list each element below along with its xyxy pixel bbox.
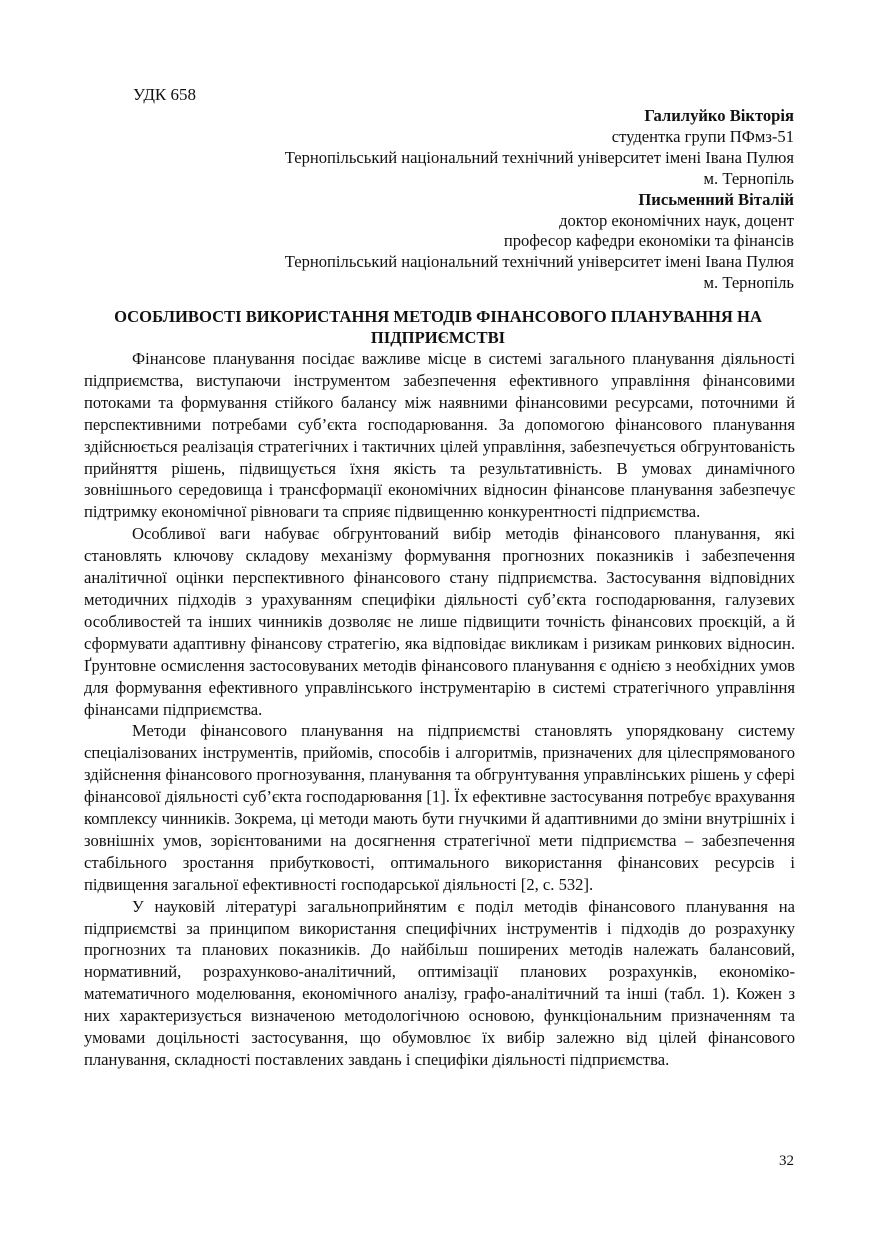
author-affiliation-line: доктор економічних наук, доцент [559, 210, 794, 230]
body-paragraph: Особливої ваги набуває обгрунтований вибір методів фінансового планування, які становлять ключову складову механізму формування прогнозних показників і забезпечення аналітичної оцінки перспективного фінансового стану підприємства. Застосування відповідних методичних підходів з урахуванням специфіки діяльності суб’єкта господарювання, галузевих особливостей та інших чинників дозволяє не лише підвищити точність фінансових проєкцій, а й сформувати адаптивну фінансову стратегію, яка відповідає викликам і ризикам ринкових відносин. Ґрунтовне осмислення застосовуваних методів фінансового планування є однією з необхідних умов для формування ефективного управлінського інструментарію в системі стратегічного управління фінансами підприємства. [84, 524, 795, 719]
article-title-line: ПІДПРИЄМСТВІ [370, 327, 506, 347]
author-affiliation-line: м. Тернопіль [703, 168, 794, 188]
article-title [82, 307, 794, 348]
page-number: 32 [779, 1153, 794, 1169]
author-affiliation-line: Тернопільський національний технічний університет імені Івана Пулюя [284, 147, 794, 167]
author-name: Галилуйко Вікторія [644, 106, 794, 125]
author-block [150, 106, 794, 294]
author-affiliation-line: м. Тернопіль [703, 273, 794, 293]
article-title-line: ОСОБЛИВОСТІ ВИКОРИСТАННЯ МЕТОДІВ ФІНАНСОВОГО ПЛАНУВАННЯ НА [114, 307, 762, 326]
body-paragraph: У науковій літературі загальноприйнятим є поділ методів фінансового планування на підприємстві за принципом використання специфічних інструментів і підходів до розрахунку прогнозних та планових показників. До найбільш поширених методів належать балансовий, нормативний, розрахунково-аналітичний, оптимізації планових розрахунків, економіко-математичного моделювання, економічного аналізу, графо-аналітичний та інші (табл. 1). Кожен з них характеризується визначеною методологічною основою, функціональним призначенням та умовами доцільності застосування, що обумовлює їх вибір залежно від цілей фінансового планування, складності поставлених завдань і специфіки діяльності підприємства. [84, 896, 795, 1069]
body-paragraph: Методи фінансового планування на підприємстві становлять упорядковану систему спеціалізованих інструментів, прийомів, способів і алгоритмів, призначених для цілеспрямованого здійснення фінансового прогнозування, планування та обгрунтування управлінських рішень у сфері фінансової діяльності суб’єкта господарювання [1]. Їх ефективне застосування потребує врахування комплексу чинників. Зокрема, ці методи мають бути гнучкими й адаптивними до зміни внутрішніх і зовнішніх умов, зорієнтованими на досягнення стратегічної мети підприємства – забезпечення стабільного зростання прибутковості, оптимального використання фінансових ресурсів і підвищення загальної ефективності господарської діяльності [2, с. 532]. [84, 721, 795, 894]
udk-code: УДК 658 [133, 85, 197, 104]
author-affiliation-line: Тернопільський національний технічний університет імені Івана Пулюя [284, 252, 794, 272]
author-affiliation-line: професор кафедри економіки та фінансів [503, 231, 794, 251]
body-paragraph: Фінансове планування посідає важливе місце в системі загального планування діяльності підприємства, виступаючи інструментом забезпечення ефективного управління фінансовими потоками та формування стійкого балансу між наявними фінансовими ресурсами, поточними й перспективними потребами суб’єкта господарювання. За допомогою фінансового планування здійснюється реалізація стратегічних і тактичних цілей управління, забезпечується обгрунтованість прийняття рішень, підвищується їхня якість та результативність. В умовах динамічного зовнішнього середовища і трансформації економічних відносин фінансове планування забезпечує підтримку економічної рівноваги та сприяє підвищенню конкурентності підприємства. [84, 349, 795, 522]
article-body [84, 348, 795, 1071]
author-affiliation-line: студентка групи ПФмз-51 [611, 126, 794, 146]
author-name: Письменний Віталій [638, 189, 794, 209]
